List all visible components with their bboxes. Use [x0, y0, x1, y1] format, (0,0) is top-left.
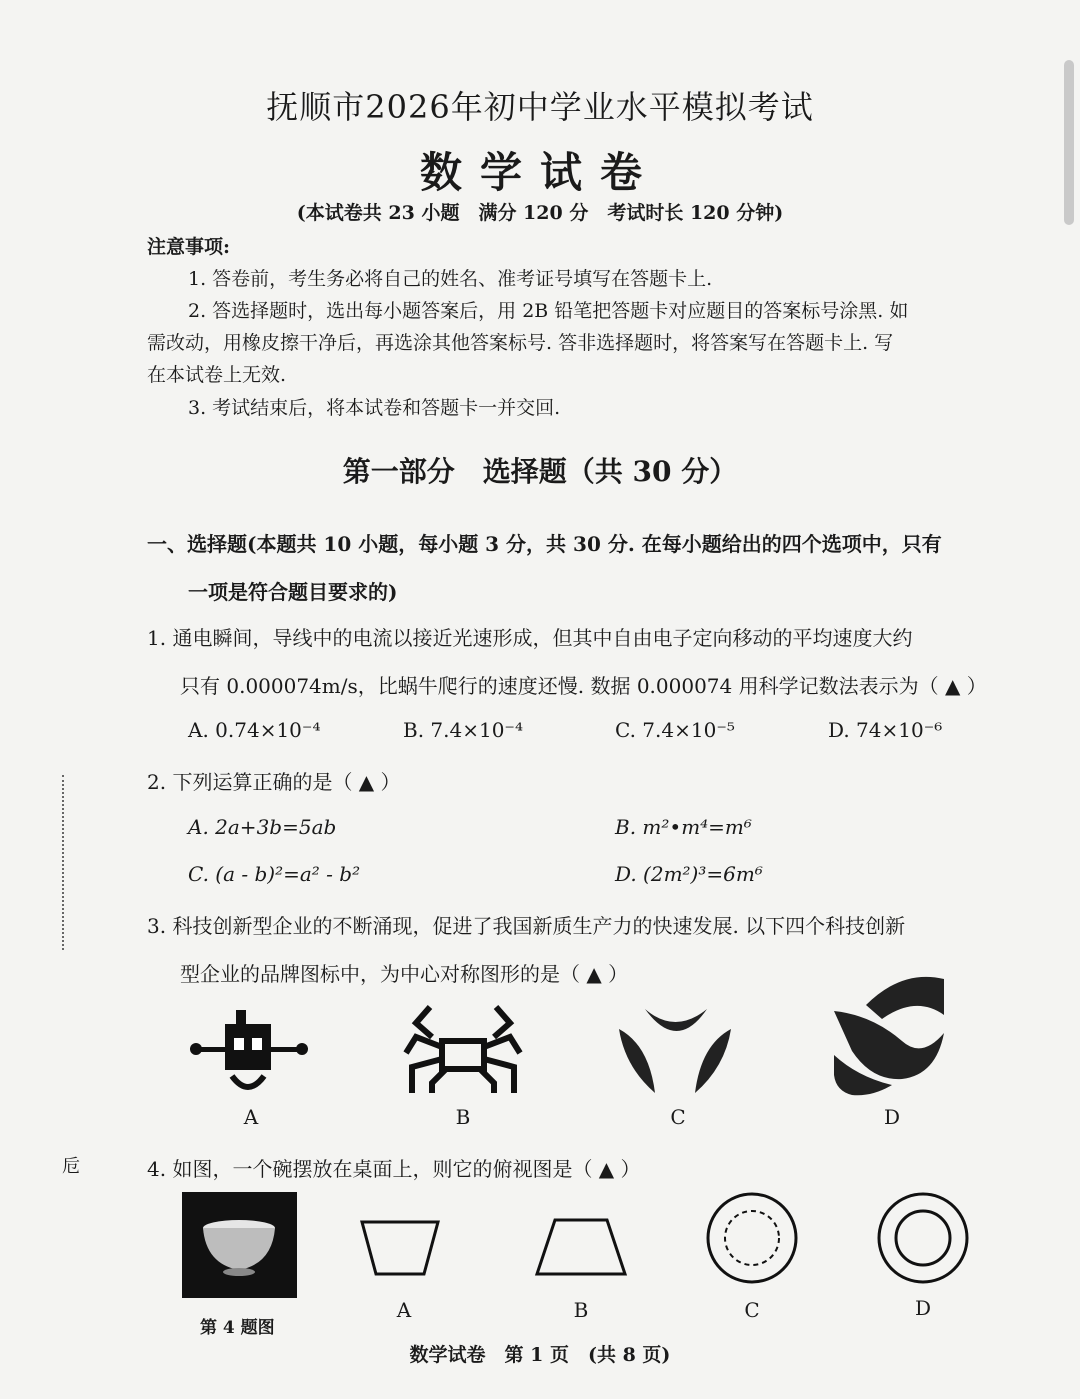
part-intro: 一项是符合题目要求的) [188, 580, 398, 604]
trapezoid-inverted-icon [360, 1220, 440, 1276]
question-3: 3. 科技创新型企业的不断涌现，促进了我国新质生产力的快速发展. 以下四个科技创新 [147, 914, 906, 938]
notice-line: 在本试卷上无效. [147, 364, 287, 386]
bowl-photo [182, 1192, 297, 1298]
exam-title: 抚顺市2026年初中学业水平模拟考试 [266, 88, 814, 126]
subject-title: 数学试卷 [419, 148, 660, 197]
binding-line [62, 775, 64, 950]
q2-option-b: B. m²•m⁴=m⁶ [615, 815, 752, 839]
notice-line: 需改动，用橡皮擦干净后，再选涂其他答案标号. 答非选择题时，将答案写在答题卡上. 写 [147, 332, 894, 354]
q3-label-d: D [883, 1105, 901, 1129]
q2-option-a: A. 2a+3b=5ab [188, 815, 337, 839]
q2-option-c: C. (a - b)²=a² - b² [188, 862, 361, 886]
notice-line: 3. 考试结束后，将本试卷和答题卡一并交回. [188, 397, 561, 419]
q2-option-d: D. (2m²)³=6m⁶ [615, 862, 763, 886]
swirl-logo-icon [832, 975, 948, 1097]
q4-label-c: C [744, 1298, 760, 1322]
crab-logo-icon [402, 1003, 524, 1095]
q3-label-c: C [670, 1105, 686, 1129]
notice-line: 2. 答选择题时，选出每小题答案后，用 2B 铅笔把答题卡对应题目的答案标号涂黑. 如 [188, 300, 909, 322]
trapezoid-icon [535, 1218, 627, 1276]
q1-option-b: B. 7.4×10⁻⁴ [403, 718, 523, 742]
question-3-cont: 型企业的品牌图标中，为中心对称图形的是（ ▲ ） [180, 962, 629, 986]
q4-label-b: B [573, 1298, 589, 1322]
circle-solid-icon [877, 1192, 969, 1284]
arcs-logo-icon [615, 1005, 735, 1097]
exam-info: (本试卷共 23 小题 满分 120 分 考试时长 120 分钟) [296, 202, 784, 224]
q3-label-b: B [455, 1105, 471, 1129]
margin-mark: 卮 [62, 1156, 80, 1177]
section-heading: 第一部分 选择题（共 30 分） [342, 455, 738, 488]
question-1: 1. 通电瞬间，导线中的电流以接近光速形成，但其中自由电子定向移动的平均速度大约 [147, 626, 913, 650]
question-2: 2. 下列运算正确的是（ ▲ ） [147, 770, 401, 794]
question-1-cont: 只有 0.000074m/s，比蜗牛爬行的速度还慢. 数据 0.000074 用科学记数法表示为（ ▲ ） [180, 674, 987, 698]
robot-logo-icon [190, 1008, 308, 1103]
circle-dashed-icon [706, 1192, 798, 1284]
q1-option-d: D. 74×10⁻⁶ [828, 718, 943, 742]
q4-label-d: D [914, 1296, 932, 1320]
q4-label-a: A [396, 1298, 412, 1322]
question-4: 4. 如图，一个碗摆放在桌面上，则它的俯视图是（ ▲ ） [147, 1157, 641, 1181]
q1-option-c: C. 7.4×10⁻⁵ [615, 718, 735, 742]
q3-label-a: A [243, 1105, 259, 1129]
q1-option-a: A. 0.74×10⁻⁴ [188, 718, 321, 742]
part-intro: 一、选择题(本题共 10 小题，每小题 3 分，共 30 分. 在每小题给出的四个选项中，只有 [147, 532, 942, 556]
notice-line: 1. 答卷前，考生务必将自己的姓名、准考证号填写在答题卡上. [188, 268, 713, 290]
notice-heading: 注意事项: [147, 236, 231, 258]
page-footer: 数学试卷 第 1 页 (共 8 页) [409, 1344, 671, 1366]
q4-figure-caption: 第 4 题图 [200, 1318, 275, 1338]
